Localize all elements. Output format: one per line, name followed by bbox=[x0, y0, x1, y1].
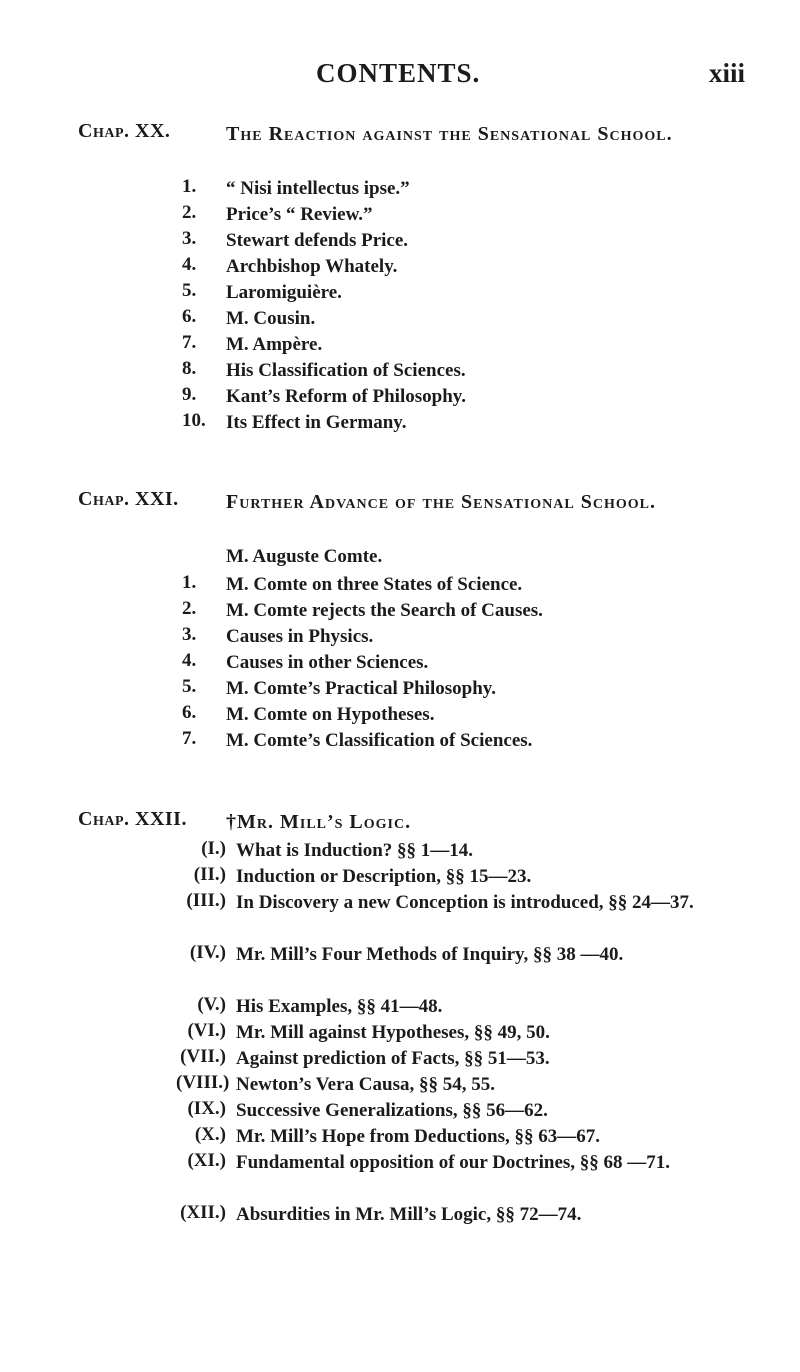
entry-text: Newton’s Vera Causa, §§ 54, 55. bbox=[236, 1074, 495, 1095]
entry-text: In Discovery a new Conception is introduced, §§ 24—37. bbox=[236, 892, 694, 913]
chapter-label: Chap. XXI. bbox=[78, 488, 179, 510]
entry-text: His Examples, §§ 41—48. bbox=[236, 996, 443, 1017]
chapter-label: Chap. XXII. bbox=[78, 808, 187, 830]
toc-entry bbox=[0, 650, 800, 676]
entry-number: (XI.) bbox=[187, 1150, 226, 1171]
entry-text: His Classification of Sciences. bbox=[226, 360, 466, 381]
entry-number: 3. bbox=[182, 228, 197, 249]
intro-text: M. Auguste Comte. bbox=[226, 546, 383, 567]
toc-entry bbox=[0, 598, 800, 624]
entry-number: (VIII.) bbox=[176, 1072, 230, 1093]
entry-number: 1. bbox=[182, 572, 197, 593]
entry-text: “ Nisi intellectus ipse.” bbox=[226, 178, 410, 199]
toc-entry bbox=[0, 1046, 800, 1072]
toc-entry bbox=[0, 728, 800, 754]
entry-text: Causes in other Sciences. bbox=[226, 652, 429, 673]
entry-number: 3. bbox=[182, 624, 197, 645]
entry-text: M. Comte rejects the Search of Causes. bbox=[226, 600, 543, 621]
toc-entry bbox=[0, 1124, 800, 1150]
chapter-title: †Mr. Mill’s Logic. bbox=[226, 811, 412, 833]
toc-entry bbox=[0, 306, 800, 332]
entry-text: Price’s “ Review.” bbox=[226, 204, 373, 225]
entry-number: (III.) bbox=[186, 890, 226, 911]
entry-number: 1. bbox=[182, 176, 197, 197]
entry-text: Mr. Mill’s Four Methods of Inquiry, §§ 38 —40. bbox=[236, 944, 624, 965]
entry-text: Induction or Description, §§ 15—23. bbox=[236, 866, 532, 887]
chapter-xxi bbox=[0, 488, 800, 754]
entry-text: Absurdities in Mr. Mill’s Logic, §§ 72—74. bbox=[236, 1204, 582, 1225]
entry-text: M. Comte’s Practical Philosophy. bbox=[226, 678, 497, 699]
toc-entry bbox=[0, 838, 800, 864]
toc-entry bbox=[0, 254, 800, 280]
toc-entry bbox=[0, 1098, 800, 1124]
toc-entry bbox=[0, 864, 800, 890]
entry-number: (IV.) bbox=[189, 942, 226, 963]
chapter-xx bbox=[0, 120, 800, 436]
chapter-title: The Reaction against the Sensational School. bbox=[226, 123, 673, 145]
toc-entry bbox=[0, 1202, 800, 1228]
entry-number: (X.) bbox=[194, 1124, 226, 1145]
entry-number: 2. bbox=[182, 202, 197, 223]
toc-entry bbox=[0, 1150, 800, 1202]
toc-entry bbox=[0, 228, 800, 254]
entry-number: (V.) bbox=[197, 994, 226, 1015]
entry-number: 2. bbox=[182, 598, 197, 619]
entry-number: 5. bbox=[182, 280, 197, 301]
entry-text: Fundamental opposition of our Doctrines, §§ 68 —71. bbox=[236, 1152, 671, 1173]
entry-number: 5. bbox=[182, 676, 197, 697]
entry-number: (VII.) bbox=[180, 1046, 226, 1067]
entry-number: 6. bbox=[182, 306, 197, 327]
entry-text: M. Comte on three States of Science. bbox=[226, 574, 523, 595]
page-number: xiii bbox=[709, 58, 746, 88]
entry-number: (XII.) bbox=[180, 1202, 226, 1223]
toc-entry bbox=[0, 358, 800, 384]
toc-entry bbox=[0, 942, 800, 994]
entry-number: 4. bbox=[182, 254, 197, 275]
toc-entry bbox=[0, 890, 800, 942]
toc-entry bbox=[0, 994, 800, 1020]
toc-entry bbox=[0, 176, 800, 202]
entry-number: 7. bbox=[182, 728, 197, 749]
entry-number: (I.) bbox=[201, 838, 226, 859]
entry-text: Its Effect in Germany. bbox=[226, 412, 407, 433]
chapter-label: Chap. XX. bbox=[78, 120, 171, 142]
entry-text: M. Ampère. bbox=[226, 334, 323, 355]
entry-text: Kant’s Reform of Philosophy. bbox=[226, 386, 466, 407]
entry-number: (VI.) bbox=[187, 1020, 226, 1041]
toc-entry bbox=[0, 1072, 800, 1098]
entry-number: 4. bbox=[182, 650, 197, 671]
toc-entry bbox=[0, 1020, 800, 1046]
entry-text: M. Cousin. bbox=[226, 308, 316, 329]
chapter-xxii bbox=[0, 808, 800, 1228]
running-title: CONTENTS. bbox=[316, 58, 481, 88]
entry-number: 9. bbox=[182, 384, 197, 405]
toc-entry bbox=[0, 202, 800, 228]
entry-text: Archbishop Whately. bbox=[226, 256, 398, 277]
entry-number: 6. bbox=[182, 702, 197, 723]
toc-entry bbox=[0, 572, 800, 598]
entry-text: Stewart defends Price. bbox=[226, 230, 409, 251]
entry-text: Laromiguière. bbox=[226, 282, 342, 303]
chapter-intro bbox=[0, 544, 800, 572]
entry-text: M. Comte on Hypotheses. bbox=[226, 704, 435, 725]
chapter-title: Further Advance of the Sensational School. bbox=[226, 491, 656, 513]
toc-entry bbox=[0, 384, 800, 410]
toc-entry bbox=[0, 676, 800, 702]
entry-text: M. Comte’s Classification of Sciences. bbox=[226, 730, 533, 751]
entry-text: Mr. Mill against Hypotheses, §§ 49, 50. bbox=[236, 1022, 550, 1043]
toc-entry bbox=[0, 410, 800, 436]
entry-number: 8. bbox=[182, 358, 197, 379]
entry-number: (IX.) bbox=[187, 1098, 226, 1119]
toc-entry bbox=[0, 280, 800, 306]
entry-text: Mr. Mill’s Hope from Deductions, §§ 63—67. bbox=[236, 1126, 600, 1147]
toc-entry bbox=[0, 332, 800, 358]
entry-text: Successive Generalizations, §§ 56—62. bbox=[236, 1100, 548, 1121]
entry-text: Causes in Physics. bbox=[226, 626, 374, 647]
entry-number: 7. bbox=[182, 332, 197, 353]
toc-entry bbox=[0, 624, 800, 650]
entry-text: What is Induction? §§ 1—14. bbox=[236, 840, 474, 861]
entry-number: (II.) bbox=[193, 864, 226, 885]
running-header bbox=[0, 58, 800, 92]
toc-entry bbox=[0, 702, 800, 728]
entry-text: Against prediction of Facts, §§ 51—53. bbox=[236, 1048, 550, 1069]
entry-number: 10. bbox=[182, 410, 206, 431]
